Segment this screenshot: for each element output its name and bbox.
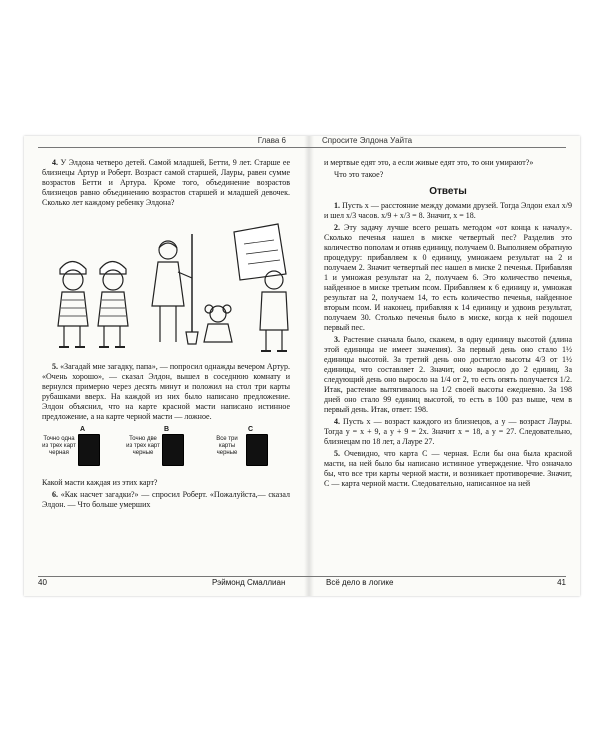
right-page-column: [324, 158, 572, 491]
header-rule: [38, 147, 566, 148]
card-a-back: [78, 434, 100, 466]
answer-2: [324, 223, 572, 333]
problem-5: [42, 362, 290, 422]
problem-4-number: 4.: [52, 158, 58, 167]
book-spread: [24, 136, 580, 596]
problem-6: [42, 490, 290, 510]
card-b: [126, 426, 202, 474]
problem-4: [42, 158, 290, 208]
card-a-letter: A: [80, 426, 86, 433]
card-a: [42, 426, 118, 474]
problem-6-continued: и мертвые едят это, а если живые едят это, то они умирают?»: [324, 158, 534, 167]
answer-3: [324, 335, 572, 415]
problem-6-question: Что это такое?: [334, 170, 384, 179]
right-footer-title: Всё дело в логике: [326, 578, 394, 587]
problem-4-text: У Элдона четверо детей. Самой младшей, Бетти, 9 лет. Старше ее близнецы Артур и Роберт. Возраст самой старшей, Лауры, равен сумме возрастов Бетти и Артура. Кроме того, объединение возрастов близнецов равно объединению возрастов старшей и младшей девочек. Сколько лет каждому ребенку Элдона?: [42, 158, 290, 207]
card-a-caption: Точно одна из трех карт черная: [42, 436, 76, 456]
problem-5-text: «Загадай мне загадку, папа», — попросил однажды вечером Артур. «Очень хорошо», — сказал Элдон, вышел в соседнюю комнату и вернулся примерно через десять минут и положил на стол три карты рубашками вверх. На каждой из них было написано предложение. Элдон объяснил, что на карте красной масти написано истинное предложение, а на карте черной масти — ложное.: [42, 362, 290, 421]
card-b-letter: B: [164, 426, 170, 433]
problem-5-question: Какой масти каждая из этих карт?: [42, 478, 158, 487]
answer-4-number: 4.: [334, 417, 340, 426]
right-page-number: 41: [557, 578, 566, 587]
answer-4-text: Пусть x — возраст каждого из близнецов, а y — возраст Лауры. Тогда y = x + 9, а y + 9 = 2x. Значит x = 18, а y = 27. Следовательно, близнецам по 18 лет, а Лауре 27.: [324, 417, 573, 446]
left-page-column: [42, 158, 290, 512]
answer-5-number: 5.: [334, 449, 340, 458]
problem-6-text: «Как насчет загадки?» — спросил Роберт. «Пожалуйста,— сказал Элдон. — Что больше умерших: [42, 490, 290, 509]
answer-1: [324, 201, 572, 221]
answer-3-text: Растение сначала было, скажем, в одну единицу высотой (длина этой единицы не имеет значения). За первый день оно стало 1½ единицы высотой. За третий день оно достигло высоты 4/3 от 1½ единицы, что составляет 2. Значит, оно выросло до 2 единиц. За следующий день оно выросло на 1/4 от 2, то есть опять получается 1/2. Итак, растение вытягивалось на 1/2 своей высоты ежедневно. За 198 дней оно стало 99 единиц высотой, то есть в 100 раз выше, чем в первый день. Итак, ответ: 198.: [324, 335, 573, 414]
footer-rule: [38, 576, 566, 577]
answer-5: [324, 449, 572, 489]
children-drawing: [42, 214, 290, 354]
children-illustration: [42, 214, 290, 354]
right-page-header: Спросите Элдона Уайта: [322, 136, 413, 145]
problem-6-number: 6.: [52, 490, 58, 499]
left-page-number: 40: [38, 578, 47, 587]
card-b-back: [162, 434, 184, 466]
answer-2-text: Эту задачу лучше всего решать методом «от конца к началу». Сколько печенья нашел в миске четвертый пес? Разделив это количество пополам и отняв единицу, получаем 0. Выполняем обратную процедуру: прибавляем к 0 единицу, умножаем результат на 2 и получаем 2. Значит четвертый пес нашел в миске 2 печенья. Прибавляя 1 и умножая результат на 2, получаем 6. Это количество печенья, найденное в миске третьим псом. Прибавляем к 6 единицу и, умножая результат на 2, получаем 14, то есть количество печенья, найденное вторым псом. И наконец, прибавляя к 14 единицу и удвоив результат, получаем 30. Столько печенья было в миске, когда к ней подошел первый пес.: [324, 223, 573, 332]
card-b-caption: Точно две из трех карт черные: [126, 436, 160, 456]
card-c-back: [246, 434, 268, 466]
left-page-header: Глава 6: [257, 136, 286, 145]
answer-4: [324, 417, 572, 447]
card-c-letter: C: [248, 426, 254, 433]
answer-1-text: Пусть x — расстояние между домами друзей. Тогда Элдон ехал x/9 и шел x/3 часов. x/9 + x/3 = 8. Значит, x = 18.: [324, 201, 572, 220]
answer-2-number: 2.: [334, 223, 340, 232]
answer-5-text: Очевидно, что карта C — черная. Если бы она была красной масти, на ней было бы написано истинное утверждение. Что означало бы, что все три карты черной масти, и возникает противоречие. Значит, C — карта черной масти. Следовательно, написанное на ней: [324, 449, 572, 488]
answer-1-number: 1.: [334, 201, 340, 210]
card-c: [210, 426, 286, 474]
answer-3-number: 3.: [334, 335, 340, 344]
answers-title: Ответы: [429, 186, 467, 197]
left-footer-author: Рэймонд Смаллиан: [212, 578, 286, 587]
card-row: [42, 426, 290, 474]
page-fold: [304, 136, 314, 596]
card-c-caption: Все три карты черные: [216, 436, 238, 456]
problem-5-number: 5.: [52, 362, 58, 371]
